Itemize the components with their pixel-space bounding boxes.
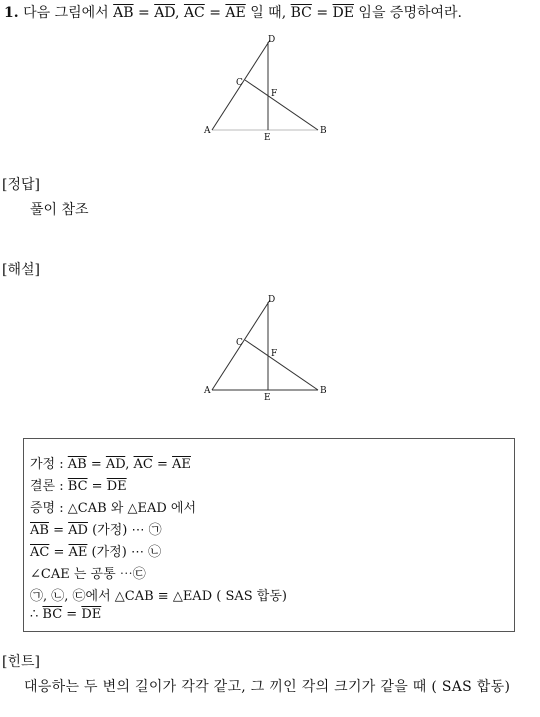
label-e: E: [264, 133, 271, 143]
hint-label: [힌트]: [2, 654, 40, 670]
segment-de: $\overline{DE}$: [332, 5, 354, 21]
segment-ab: $\overline{AB}$: [113, 5, 134, 21]
segment-bc: $\overline{BC}$: [42, 607, 63, 622]
segment-ac: $\overline{AC}$: [133, 457, 153, 472]
given-note: (가정) ⋯ ㉠: [92, 523, 162, 538]
hypothesis-label: 가정 :: [30, 457, 64, 472]
question-prefix: 다음 그림에서: [23, 5, 109, 21]
segment-ac: $\overline{AC}$: [30, 545, 50, 560]
segment-ab: $\overline{AB}$: [30, 523, 49, 538]
segment-ae: $\overline{AE}$: [172, 457, 191, 472]
proof-text: △CAB 와 △EAD 에서: [67, 501, 197, 516]
question-suffix: 임을 증명하여라.: [358, 5, 462, 21]
conclusion-line: 결론 : $\overline{BC} = \overline{DE}$: [30, 479, 127, 494]
label-a: A: [204, 126, 211, 136]
segment-bc: $\overline{BC}$: [290, 5, 312, 21]
angle-line: ∠CAE 는 공통 ⋯㉢: [30, 567, 146, 582]
question-number: 1.: [4, 5, 19, 21]
segment-bc: $\overline{BC}$: [67, 479, 88, 494]
segment-ae: $\overline{AE}$: [68, 545, 88, 560]
answer-label: [정답]: [2, 177, 40, 193]
segment-ad: $\overline{AD}$: [105, 457, 126, 472]
explanation-figure: [200, 290, 335, 405]
proof-statement-line: [30, 497, 196, 516]
congruence-line: ㉠, ㉡, ㉢에서 △CAB ≡ △EAD ( SAS 합동): [30, 589, 287, 604]
label-c: C: [236, 78, 243, 88]
therefore-line: ∴ $\overline{BC} = \overline{DE}$: [30, 607, 102, 622]
hypothesis-line: 가정 : $\overline{AB} = \overline{AD}$, $\overline{AC} = \overline{AE}$: [30, 457, 191, 472]
conclusion-label: 결론 :: [30, 479, 64, 494]
step-1-line: $\overline{AB} = \overline{AD}$ (가정) ⋯ ㉠: [30, 523, 162, 538]
label-b: B: [320, 126, 327, 136]
label-d: D: [268, 35, 276, 45]
triangle-diagram: [200, 290, 335, 405]
question-middle: 일 때,: [250, 5, 287, 21]
segment-ac: $\overline{AC}$: [183, 5, 205, 21]
hint-text: 대응하는 두 변의 길이가 각각 같고, 그 끼인 각의 크기가 같을 때 ( SAS 합동): [24, 679, 511, 695]
label-d: D: [268, 295, 276, 305]
label-f: F: [271, 89, 278, 99]
proof-label: 증명 :: [30, 501, 64, 516]
label-c: C: [236, 338, 243, 348]
step-2-line: $\overline{AC} = \overline{AE}$ (가정) ⋯ ㉡: [30, 545, 162, 560]
label-f: F: [271, 349, 278, 359]
proof-box: [23, 438, 515, 632]
segment-ad: $\overline{AD}$: [154, 5, 176, 21]
given-note: (가정) ⋯ ㉡: [91, 545, 162, 560]
explanation-label: [해설]: [2, 262, 40, 278]
segment-de: $\overline{DE}$: [81, 607, 102, 622]
label-a: A: [204, 386, 211, 396]
therefore-symbol: ∴: [30, 607, 39, 622]
triangle-diagram: [200, 30, 335, 145]
label-e: E: [264, 393, 271, 403]
segment-ae: $\overline{AE}$: [225, 5, 246, 21]
segment-ab: $\overline{AB}$: [67, 457, 87, 472]
segment-de: $\overline{DE}$: [106, 479, 127, 494]
segment-ad: $\overline{AD}$: [68, 523, 88, 538]
question-figure: [200, 30, 335, 145]
label-b: B: [320, 386, 327, 396]
question-line: 1. 다음 그림에서 $\overline{AB} = \overline{AD}$, $\overline{AC} = \overline{AE}$ 일 때, $\overline{BC} = \overline{DE}$ 임을 증명하여라.: [4, 5, 462, 21]
answer-text: 풀이 참조: [30, 202, 89, 218]
